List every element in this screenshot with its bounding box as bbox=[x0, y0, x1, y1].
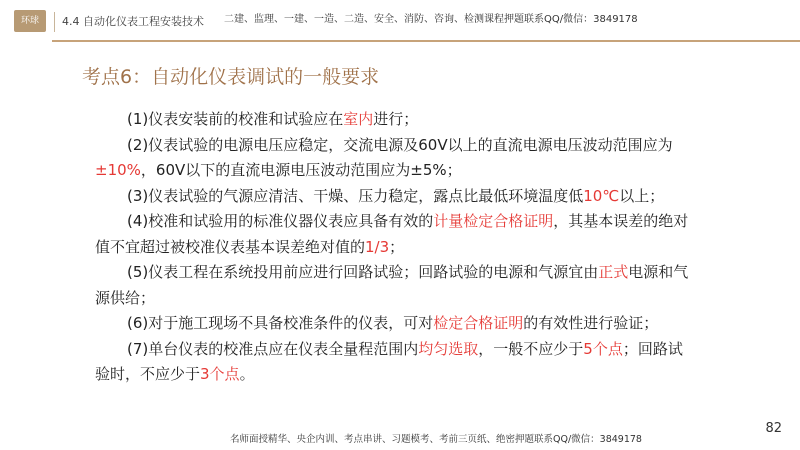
paragraph-text: ； bbox=[389, 237, 405, 256]
paragraph-text: ，60V以下的直流电源电压波动范围应为±5%； bbox=[140, 161, 462, 179]
paragraph-3 bbox=[95, 184, 695, 210]
paragraph-text: (2)仪表试验的电源电压应稳定，交流电源及60V以上的直流电源电压波动范围应为 bbox=[127, 135, 673, 154]
paragraph-text: 以上； bbox=[619, 186, 665, 205]
paragraph-1 bbox=[95, 107, 695, 133]
slide-heading: 考点6：自动化仪表调试的一般要求 bbox=[82, 66, 380, 88]
paragraph-text: (6)对于施工现场不具备校准条件的仪表，可对 bbox=[127, 314, 434, 332]
highlighted-text: 5个点 bbox=[583, 339, 623, 358]
paragraph-7 bbox=[95, 337, 695, 388]
paragraph-text: (5)仪表工程在系统投用前应进行回路试验；回路试验的电源和气源宜由 bbox=[127, 263, 599, 281]
highlighted-text: 1/3 bbox=[365, 237, 390, 256]
slide-content bbox=[95, 107, 695, 388]
paragraph-text: 电源和气源供给； bbox=[95, 263, 689, 307]
highlighted-text: 均匀选取 bbox=[418, 339, 479, 358]
paragraph-2 bbox=[95, 133, 695, 184]
highlighted-text: 10℃ bbox=[583, 186, 620, 205]
paragraph-text: (4)校准和试验用的标准仪器仪表应具备有效的 bbox=[127, 212, 434, 230]
paragraph-text: (3)仪表试验的气源应清洁、干燥、压力稳定，露点比最低环境温度低 bbox=[127, 186, 584, 205]
paragraph-6 bbox=[95, 311, 695, 337]
page-number: 82 bbox=[765, 421, 782, 436]
highlighted-text: 计量检定合格证明 bbox=[433, 212, 554, 230]
header-contact: 二建、监理、一建、一造、二造、安全、消防、咨询、检测课程押题联系QQ/微信：3849178 bbox=[224, 14, 638, 25]
paragraph-text: (7)单台仪表的校准点应在仪表全量程范围内 bbox=[127, 339, 419, 358]
header-divider bbox=[54, 12, 55, 32]
highlighted-text: 检定合格证明 bbox=[433, 314, 524, 332]
paragraph-text: (1)仪表安装前的校准和试验应在 bbox=[127, 110, 344, 128]
header-rule bbox=[52, 40, 800, 42]
paragraph-text: 的有效性进行验证； bbox=[523, 314, 659, 332]
paragraph-5 bbox=[95, 260, 695, 311]
highlighted-text: 3个点 bbox=[200, 365, 240, 383]
paragraph-4 bbox=[95, 209, 695, 260]
footer-contact: 名师面授精华、央企内训、考点串讲、习题模考、考前三页纸、绝密押题联系QQ/微信：3849178 bbox=[230, 434, 642, 445]
highlighted-text: ±10% bbox=[95, 161, 141, 179]
highlighted-text: 室内 bbox=[343, 110, 374, 128]
paragraph-text: ；回路试验时，不应少于 bbox=[95, 339, 683, 383]
paragraph-text: 进行； bbox=[373, 110, 419, 128]
logo: 环球 bbox=[14, 10, 46, 32]
section-title: 4.4 自动化仪表工程安装技术 bbox=[62, 15, 204, 28]
paragraph-text: 。 bbox=[239, 365, 255, 383]
paragraph-text: ，一般不应少于 bbox=[478, 339, 584, 358]
highlighted-text: 正式 bbox=[598, 263, 629, 281]
paragraph-text: ，其基本误差的绝对值不宜超过被校准仪表基本误差绝对值的 bbox=[95, 212, 689, 256]
